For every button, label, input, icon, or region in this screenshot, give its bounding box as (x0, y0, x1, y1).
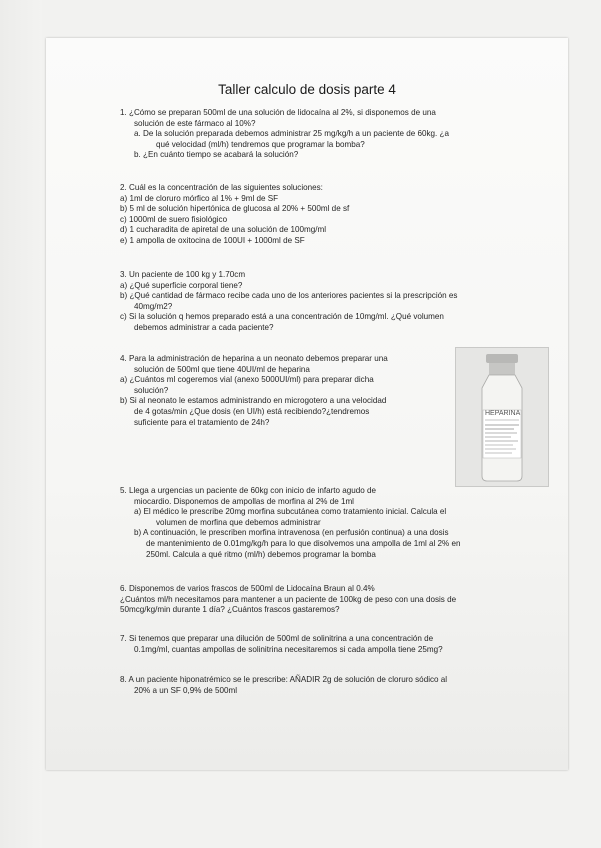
question-3 (120, 270, 457, 334)
question-8 (120, 675, 447, 696)
question-2-item-b: b) 5 ml de solución hipertónica de glucosa al 20% + 500ml de sf (120, 204, 350, 214)
question-7-line: 7. Si tenemos que preparar una dilución de 500ml de solinitrina a una concentración de (120, 634, 434, 643)
question-6-line: ¿Cuántos ml/h necesitamos para mantener a un paciente de 100kg de peso con una dosis de (120, 594, 457, 604)
question-4-line: solución de 500ml que tiene 40UI/ml de heparina (134, 364, 310, 374)
question-3-line: 40mg/m2? (134, 301, 173, 311)
question-8-line: 20% a un SF 0,9% de 500ml (134, 685, 238, 695)
question-3-line: debemos administrar a cada paciente? (134, 322, 274, 332)
question-1 (120, 108, 449, 161)
question-1-line: 1. ¿Cómo se preparan 500ml de una solución de lidocaína al 2%, si disponemos de una (120, 108, 436, 117)
question-5-line: de mantenimiento de 0.01mg/kg/h para lo que disolvemos una ampolla de 1ml al 2% en (146, 538, 461, 548)
question-2-item-c: c) 1000ml de suero fisiológico (120, 214, 228, 224)
question-4-item-b: b) Si al neonato le estamos administrando en microgotero a una velocidad (120, 396, 387, 406)
worksheet-page (46, 38, 568, 770)
question-3-item-c: c) Si la solución q hemos preparado está a una concentración de 10mg/ml. ¿Qué volumen (120, 312, 444, 322)
question-3-item-a: a) ¿Qué superficie corporal tiene? (120, 280, 243, 290)
question-5 (120, 486, 461, 560)
background-shadow (0, 0, 42, 848)
page-title: Taller calculo de dosis parte 4 (218, 82, 396, 97)
question-4-item-a: a) ¿Cuántos ml cogeremos vial (anexo 5000UI/ml) para preparar dicha (120, 375, 374, 385)
vial-label-text: HEPARINA (485, 410, 521, 417)
question-3-line: 3. Un paciente de 100 kg y 1.70cm (120, 270, 246, 279)
question-1-item-b: b. ¿En cuánto tiempo se acabará la solución? (134, 150, 299, 160)
question-1-line: solución de este fármaco al 10%? (134, 118, 256, 128)
question-5-line: 5. Llega a urgencias un paciente de 60kg con inicio de infarto agudo de (120, 486, 377, 495)
question-4-line: 4. Para la administración de heparina a un neonato debemos preparar una (120, 354, 388, 363)
question-6 (120, 584, 456, 616)
heparin-vial-icon (456, 348, 548, 486)
question-1-line: qué velocidad (ml/h) tendremos que programar la bomba? (156, 139, 365, 149)
question-8-line: 8. A un paciente hiponatrémico se le prescribe: AÑADIR 2g de solución de cloruro sódico al (120, 675, 448, 684)
question-5-item-b: b) A continuación, le prescriben morfina intravenosa (en perfusión continua) a una dosis (134, 528, 449, 538)
question-5-line: volumen de morfina que debemos administrar (156, 517, 321, 527)
question-3-item-b: b) ¿Qué cantidad de fármaco recibe cada uno de los anteriores pacientes si la prescripción es (120, 291, 458, 301)
question-7-line: 0.1mg/ml, cuantas ampollas de solinitrina necesitaremos si cada ampolla tiene 25mg? (134, 644, 443, 654)
question-2-item-a: a) 1ml de cloruro mórfico al 1% + 9ml de SF (120, 193, 279, 203)
heparin-vial-image (455, 347, 549, 487)
question-5-line: 250ml. Calcula a qué ritmo (ml/h) debemos programar la bomba (146, 549, 376, 559)
question-5-line: miocardio. Disponemos de ampollas de morfina al 2% de 1ml (134, 496, 354, 506)
question-1-item-a: a. De la solución preparada debemos administrar 25 mg/kg/h a un paciente de 60kg. ¿a (134, 129, 449, 139)
question-4 (120, 354, 388, 428)
question-6-line: 6. Disponemos de varios frascos de 500ml de Lidocaína Braun al 0.4% (120, 584, 375, 593)
question-2-item-e: e) 1 ampolla de oxitocina de 100UI + 1000ml de SF (120, 235, 305, 245)
question-7 (120, 634, 443, 655)
question-4-line: solución? (134, 385, 169, 395)
question-5-item-a: a) El médico le prescribe 20mg morfina subcutánea como tratamiento inicial. Calcula el (134, 507, 447, 517)
question-4-line: suficiente para el tratamiento de 24h? (134, 417, 270, 427)
question-6-line: 50mcg/kg/min durante 1 día? ¿Cuántos frascos gastaremos? (120, 605, 340, 615)
question-2-line: 2. Cuál es la concentración de las siguientes soluciones: (120, 183, 323, 192)
question-2-item-d: d) 1 cucharadita de apiretal de una solución de 100mg/ml (120, 225, 327, 235)
question-2 (120, 183, 349, 247)
question-4-line: de 4 gotas/min ¿Que dosis (en UI/h) está recibiendo?¿tendremos (134, 406, 370, 416)
